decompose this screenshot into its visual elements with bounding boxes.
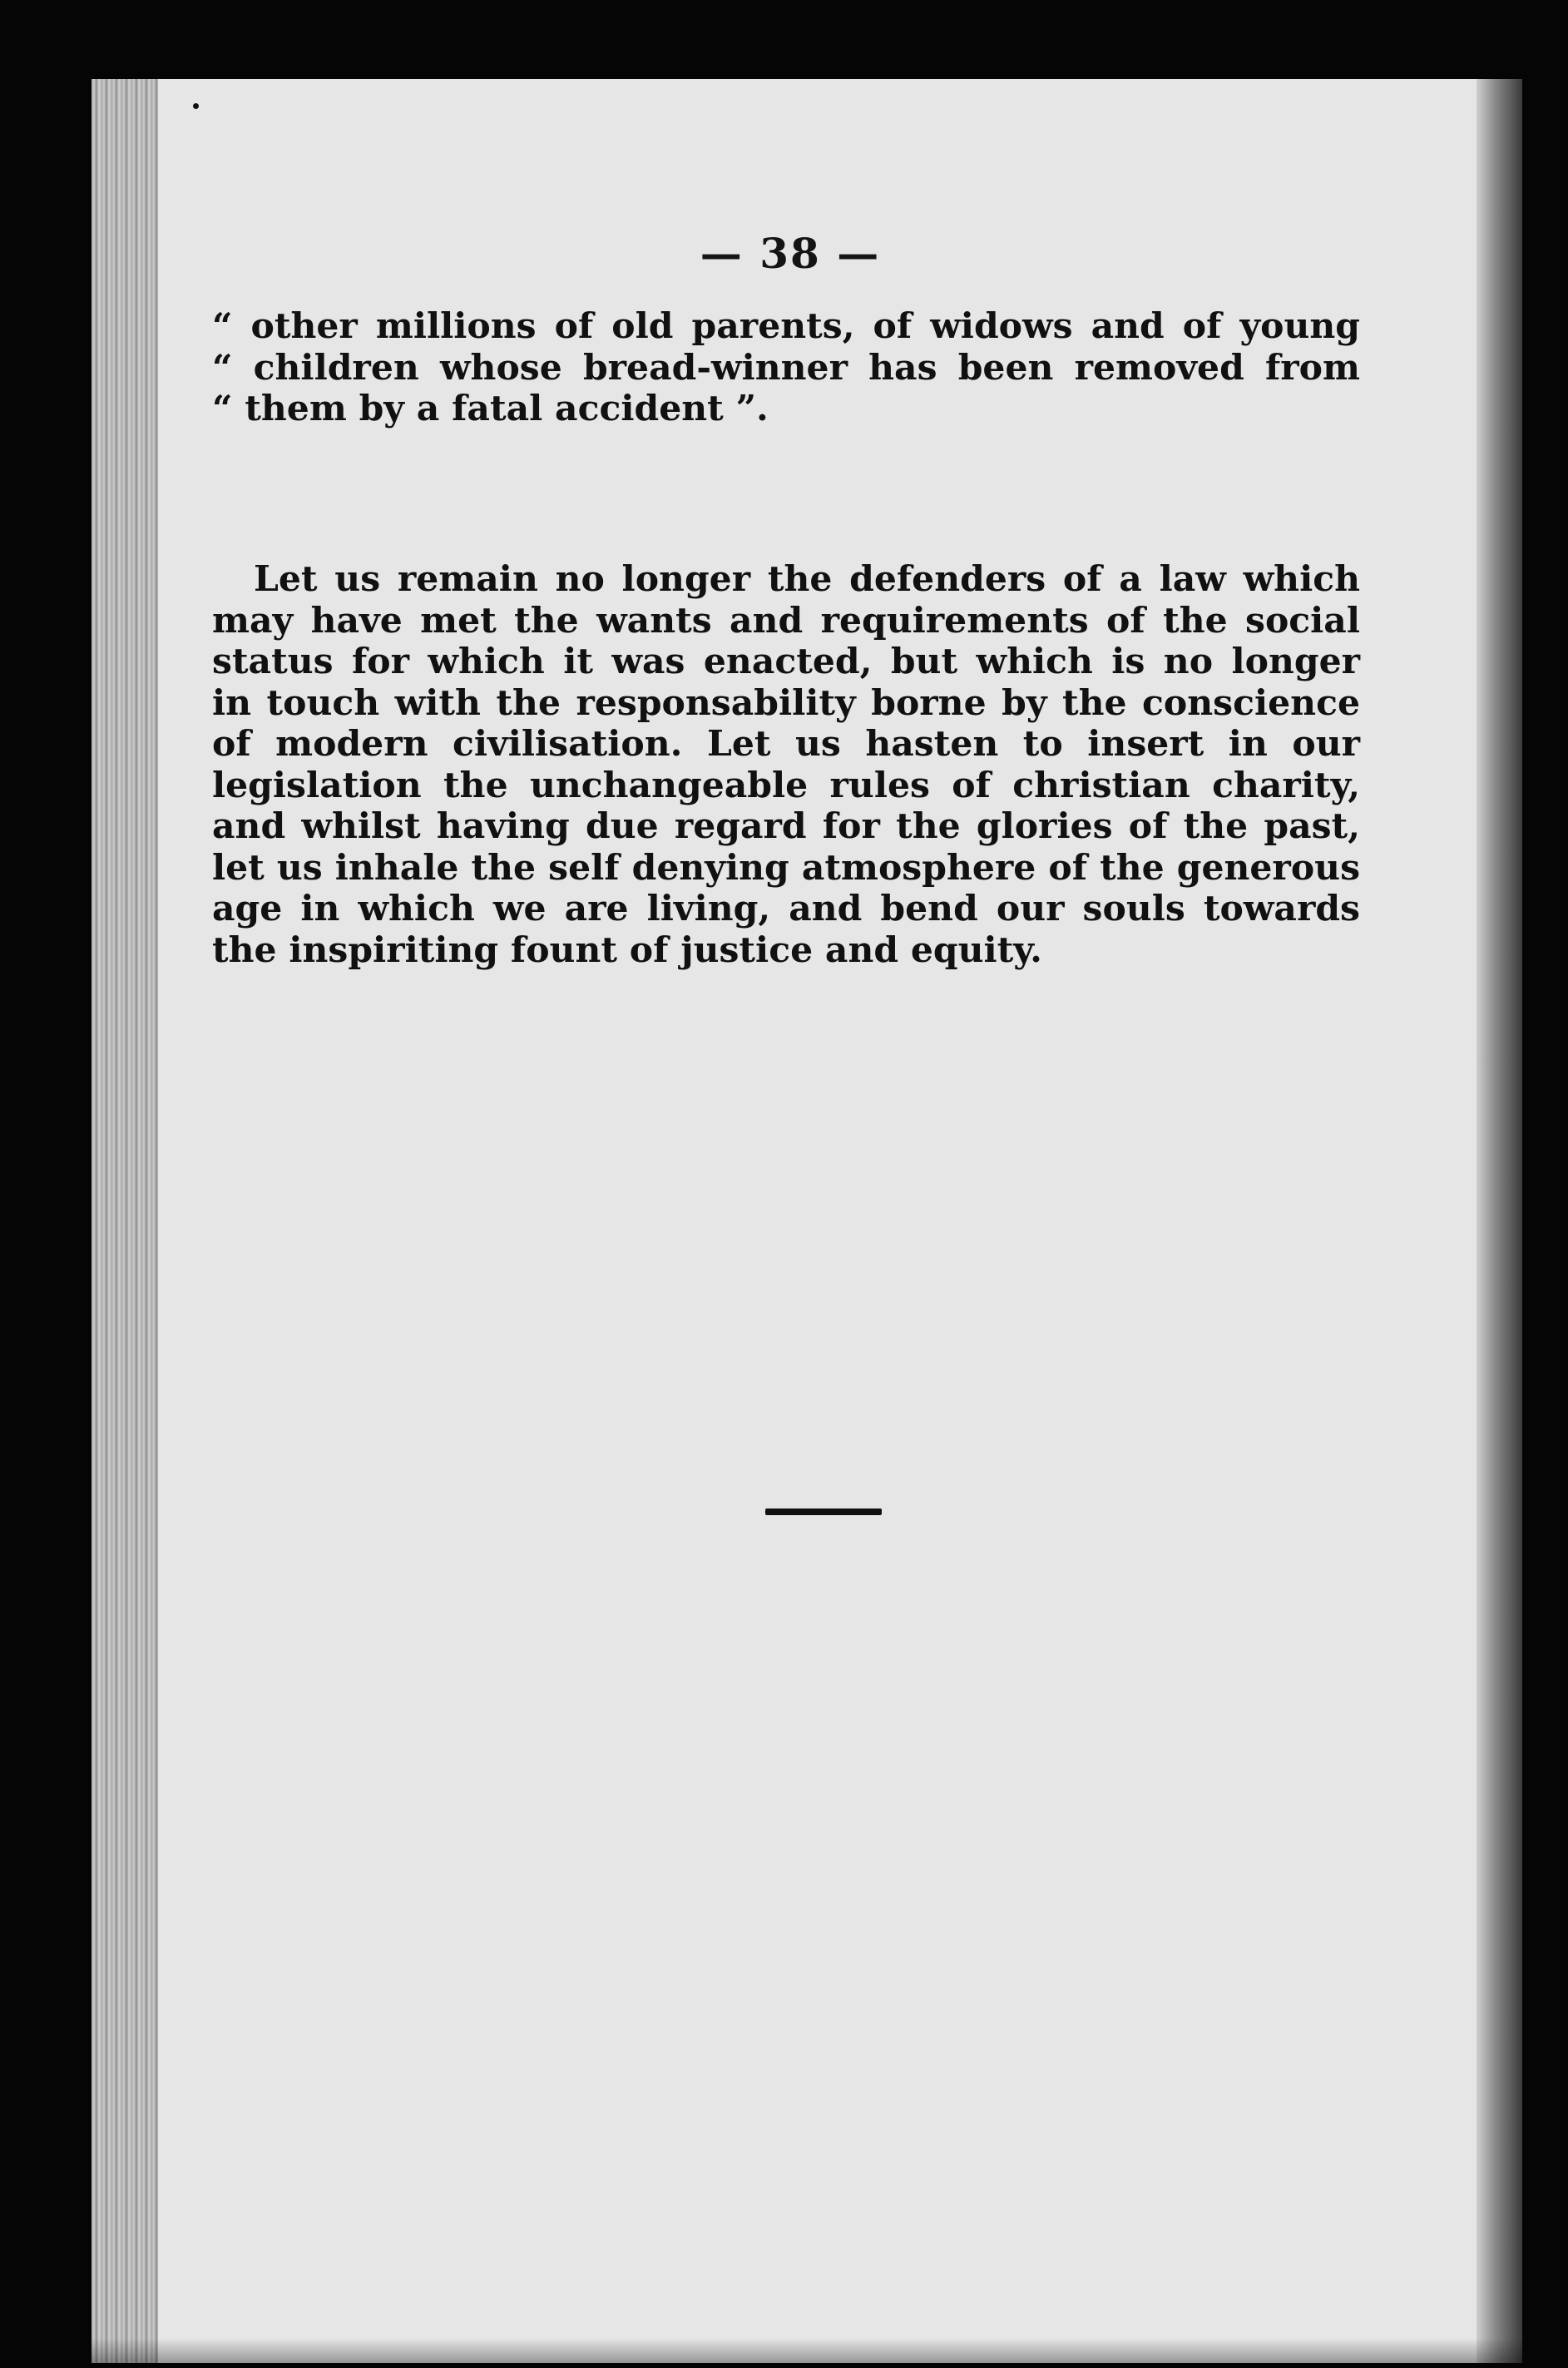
paragraph-line: Let us remain no longer the defenders of a law which [254, 558, 1360, 600]
paragraph-line: age in which we are living, and bend our souls towards [212, 888, 1360, 929]
paragraph-line: legislation the unchangeable rules of christian charity, [212, 764, 1360, 806]
page-bottom-shadow [92, 2338, 1522, 2363]
page-gutter-edge [92, 79, 158, 2363]
quote-line: “ other millions of old parents, of widows and of young [212, 305, 1360, 347]
paragraph-line: in touch with the responsability borne by the conscience [212, 681, 1360, 724]
paragraph-line: the inspiriting fount of justice and equity. [212, 929, 1042, 971]
quote-line: “ children whose bread-winner has been removed from [212, 346, 1360, 389]
page-fore-edge [1476, 79, 1522, 2363]
scan-speck [193, 103, 199, 109]
paragraph-line: status for which it was enacted, but which is no longer [212, 641, 1360, 682]
paragraph-line: of modern civilisation. Let us hasten to insert in our [212, 723, 1360, 765]
quote-line: “ them by a fatal accident ”. [212, 388, 769, 429]
section-end-rule [765, 1508, 882, 1515]
body-paragraph [212, 559, 1360, 971]
quoted-passage [212, 306, 1360, 430]
paragraph-line: let us inhale the self denying atmosphere of the generous [212, 846, 1360, 889]
page-number: — 38 — [700, 229, 881, 278]
paragraph-line: may have met the wants and requirements of the social [212, 599, 1360, 642]
paragraph-line: and whilst having due regard for the glories of the past, [212, 805, 1360, 847]
